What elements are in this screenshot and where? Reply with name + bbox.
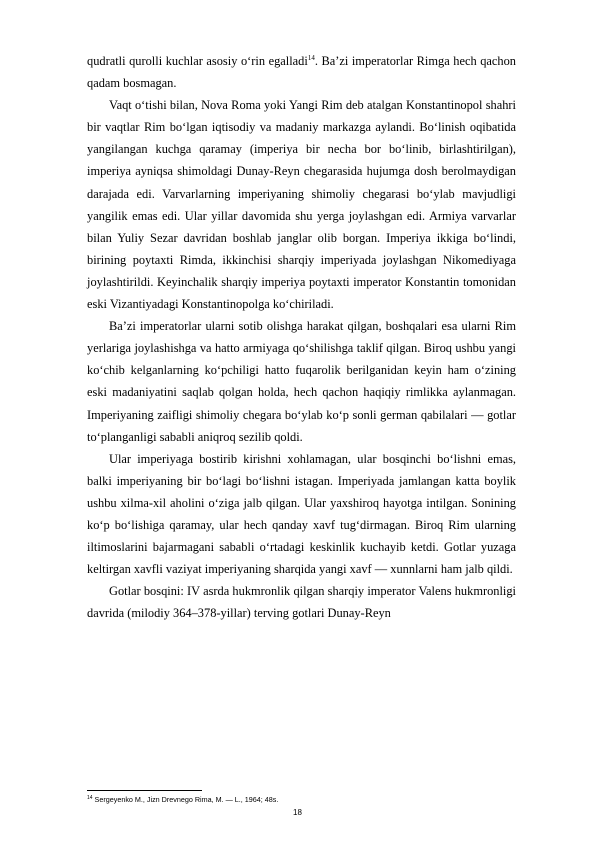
paragraph-1 <box>87 50 516 94</box>
page-number: 18 <box>293 808 302 817</box>
footnote-text: Sergeyenko M., Jizn Drevnego Rima, M. — L., 1964; 48s. <box>92 795 279 804</box>
footnote <box>87 795 516 805</box>
body-text <box>87 50 516 624</box>
paragraph-5: Gotlar bosqini: IV asrda hukmronlik qilgan sharqiy imperator Valens hukmronligi davrida (milodiy 364–378-yillar) terving gotlari Dunay-Reyn <box>87 584 516 621</box>
paragraph-1-text-continued: . Ba’zi imperatorlar Rimga hech qachon qadam bosmagan. <box>87 54 516 91</box>
footnote-reference[interactable]: 14 <box>307 54 315 62</box>
paragraph-1-text: qudratli qurolli kuchlar asosiy o‘rin egalladi <box>87 54 308 68</box>
footnote-marker: 14 <box>87 795 93 801</box>
paragraph-2: Vaqt o‘tishi bilan, Nova Roma yoki Yangi Rim deb atalgan Konstantinopol shahri bir vaqtlar Rim bo‘lgan iqtisodiy va madaniy markazga aylandi. Bo‘linish oqibatida yangilangan kuchga qaramay (imperiya bir necha bor bo‘linib, birlashtirilgan), imperiya ayniqsa shimoldagi Dunay-Reyn chegarasida hujumga dosh berolmaydigan darajada edi. Varvarlarning imperiyaning shimoliy chegarasi bo‘ylab mavjudligi yangilik emas edi. Ular yillar davomida shu yerga joylashgan edi. Armiya varvarlar bilan Yuliy Sezar davridan boshlab janglar olib borgan. Imperiya ikkiga bo‘lindi, birining poytaxti Rimda, ikkinchisi sharqiy imperiyada joylashgan Nikomediyaga joylashtirildi. Keyinchalik sharqiy imperiya poytaxti imperator Konstantin tomonidan eski Vizantiyadagi Konstantinopolga ko‘chiriladi. <box>87 98 516 312</box>
footnote-divider <box>87 790 202 791</box>
paragraph-4: Ular imperiyaga bostirib kirishni xohlamagan, ular bosqinchi bo‘lishni emas, balki imperiyaning bir bo‘lagi bo‘lishni istagan. Imperiyada jamlangan katta boylik ushbu xilma-xil aholini o‘ziga jalb qilgan. Ular yaxshiroq hayotga intilgan. Sonining ko‘p bo‘lishiga qaramay, ular hech qanday xavf tug‘dirmagan. Biroq Rim ularning iltimoslarini bajarmagani sababli o‘rtadagi keskinlik kuchayib ketdi. Gotlar yuzaga keltirgan xavfli vaziyat imperiyaning sharqida yangi xavf — xunnlarni ham jalb qildi. <box>87 451 516 577</box>
paragraph-3: Ba’zi imperatorlar ularni sotib olishga harakat qilgan, boshqalari esa ularni Rim yerlariga joylashishga va hatto armiyaga qo‘shilishga taklif qilgan. Biroq ushbu yangi ko‘chib kelganlarning ko‘pchiligi hatto fuqarolik berilganidan keyin ham o‘zining eski madaniyatini saqlab qolgan holda, hech qachon haqiqiy rimlikka aylanmagan. Imperiyaning zaifligi shimoliy chegara bo‘ylab ko‘p sonli german qabilalari — gotlar to‘planganligi sababli aniqroq sezilib qoldi. <box>87 319 516 444</box>
